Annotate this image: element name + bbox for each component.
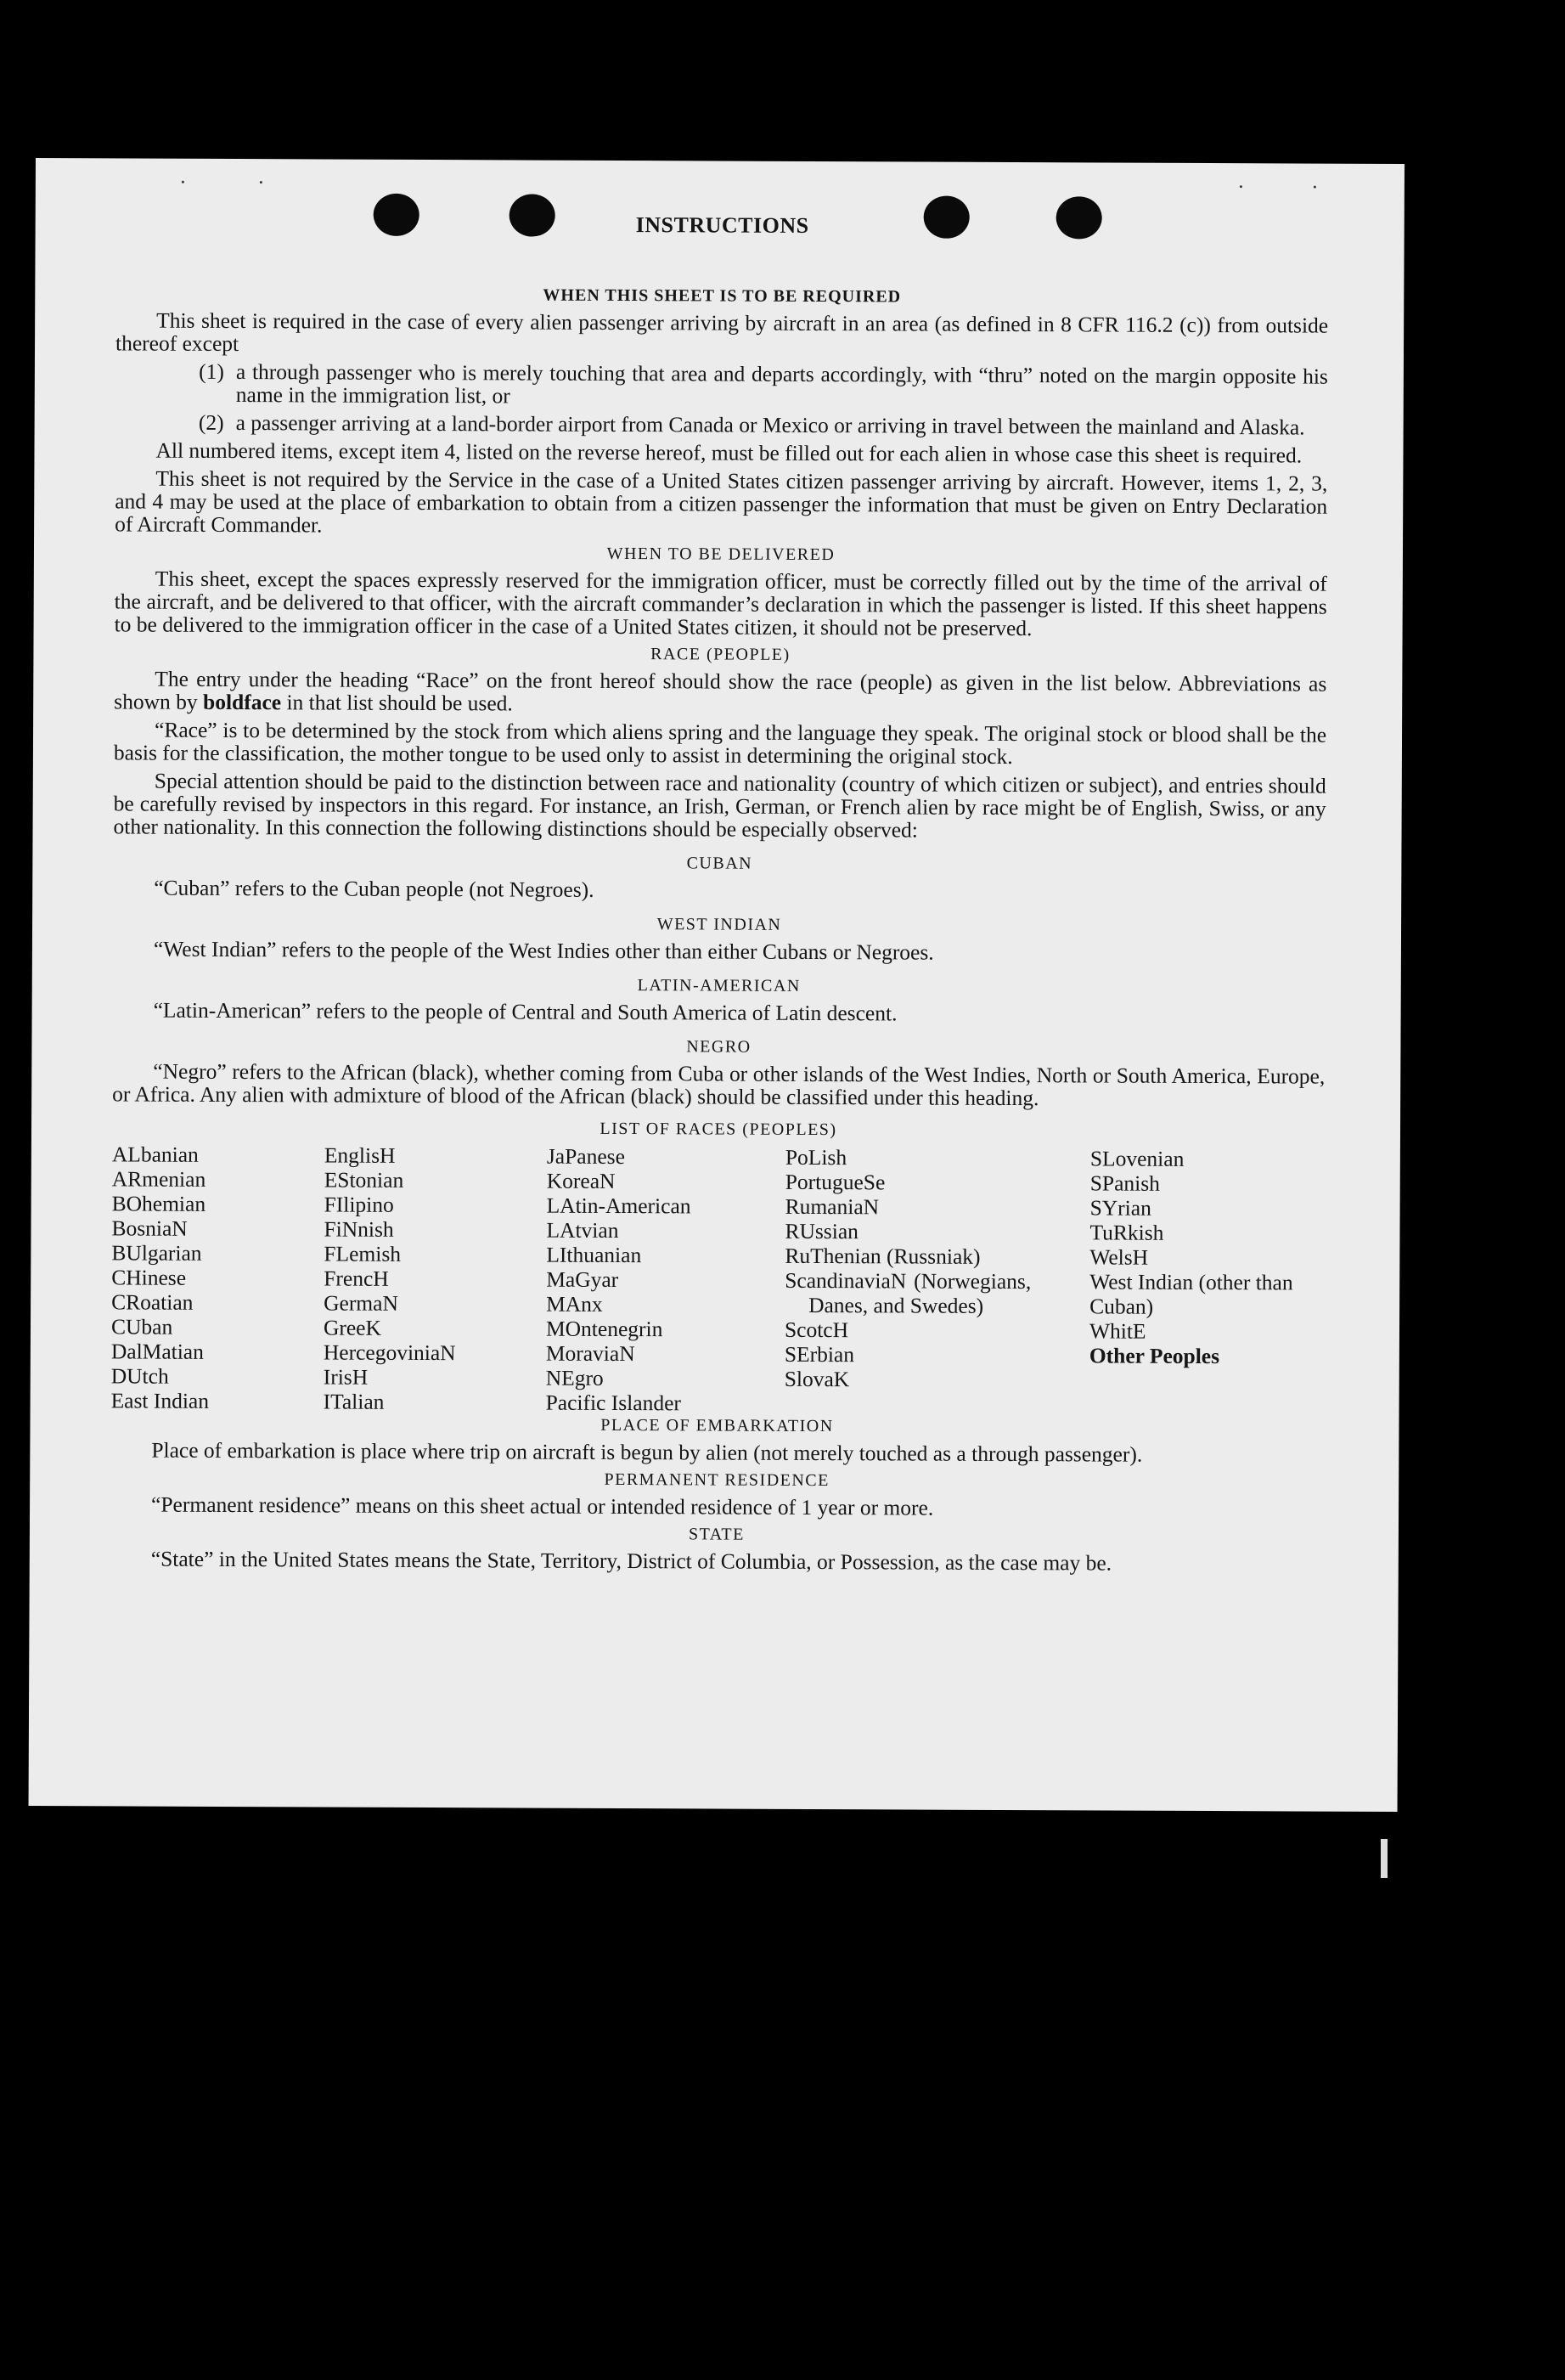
exception-item	[115, 410, 1328, 438]
residence-text: “Permanent residence” means on this sheet actual or intended residence of 1 year or more.	[151, 1492, 934, 1520]
race-entry: GreeK	[323, 1315, 382, 1340]
race-entry: SPanish	[1089, 1170, 1161, 1196]
race-p1-bold: boldface	[202, 689, 282, 715]
race-entry: CRoatian	[111, 1289, 194, 1315]
race-entry: FiNnish	[324, 1216, 394, 1242]
section-heading-negro: NEGRO	[686, 1037, 752, 1057]
race-entry: East Indian	[110, 1388, 210, 1413]
citizen-paragraph: This sheet is not required by the Service in the case of a United States citizen passenger arriving by aircraft. However, items 1, 2, 3, and 4 may be used at the place of embarkation to obtain from a citizen passenger the information that must be given on Entry Declaration of Aircraft Commander.	[115, 465, 1328, 538]
race-entry: IrisH	[323, 1364, 369, 1390]
race-paragraph-1	[114, 667, 1326, 718]
section-heading-west-indian: WEST INDIAN	[656, 915, 782, 934]
race-entry: GermaN	[324, 1290, 398, 1316]
race-entry: EnglisH	[324, 1142, 396, 1168]
exception-item	[115, 359, 1328, 410]
item-number: (2)	[198, 409, 224, 435]
race-entry: BOhemian	[111, 1191, 206, 1216]
section-heading-race: RACE (PEOPLE)	[650, 645, 791, 664]
race-entry: SLovenian	[1089, 1146, 1185, 1171]
race-entry: SYrian	[1089, 1195, 1151, 1221]
race-entry: FIlipino	[324, 1192, 394, 1217]
item-text: a passenger arriving at a land-border airport from Canada or Mexico or arriving in travel between the mainland and Alaska.	[235, 410, 1305, 440]
races-list-heading: LIST OF RACES (PEOPLES)	[600, 1119, 837, 1140]
section-heading-state: STATE	[688, 1525, 745, 1544]
speck	[1314, 186, 1316, 189]
race-entry: ScotcH	[784, 1317, 849, 1343]
embarkation-text: Place of embarkation is place where trip on aircraft is begun by alien (not merely touched as a through passenger).	[151, 1437, 1143, 1467]
section-heading-required: WHEN THIS SHEET IS TO BE REQUIRED	[543, 285, 902, 307]
latin-american-text: “Latin-American” refers to the people of Central and South America of Latin descent.	[153, 997, 898, 1026]
section-heading-latin-american: LATIN-AMERICAN	[637, 976, 801, 995]
race-entry: EStonian	[324, 1167, 404, 1193]
race-entry: HercegoviniaN	[323, 1339, 456, 1366]
race-entry: WelsH	[1089, 1244, 1149, 1270]
race-entry: LAtin-American	[546, 1193, 691, 1219]
race-entry: SlovaK	[784, 1366, 850, 1392]
race-p1-a: The entry under the heading “Race” on the front hereof should show the race (people) as given in the list below. Abbreviations as shown by	[114, 666, 1327, 714]
race-entry: SErbian	[784, 1341, 855, 1368]
speck	[1240, 185, 1242, 188]
state-text: “State” in the United States means the State, Territory, District of Columbia, or Possession, as the case may be.	[150, 1546, 1112, 1576]
race-entry: ITalian	[323, 1389, 385, 1414]
page-title: INSTRUCTIONS	[635, 212, 809, 238]
section-heading-residence: PERMANENT RESIDENCE	[604, 1469, 830, 1491]
item-number: (1)	[199, 358, 224, 384]
document-page	[29, 158, 1405, 1812]
cuban-text: “Cuban” refers to the Cuban people (not Negroes).	[154, 875, 594, 902]
race-entry: DalMatian	[110, 1339, 204, 1364]
race-entry: ALbanian	[111, 1142, 199, 1167]
race-paragraph-3: Special attention should be paid to the distinction between race and nationality (country of which citizen or subject), and entries should be carefully revised by inspectors in this regard. For instance, an Irish, German, or French alien by race might be of English, Swiss, or any other nationality. In this connection the following distinctions should be especially observed:	[113, 768, 1326, 843]
section-heading-delivered: WHEN TO BE DELIVERED	[606, 544, 836, 565]
race-entry: RUssian	[785, 1218, 858, 1244]
race-entry: FLemish	[324, 1241, 402, 1266]
instructions-content	[110, 158, 1329, 1576]
race-entry: MOntenegrin	[545, 1316, 663, 1342]
race-entry: RumaniaN	[785, 1193, 880, 1220]
required-intro: This sheet is required in the case of every alien passenger arriving by aircraft in an area (as defined in 8 CFR 116.2 (c)) from outside thereof except	[115, 307, 1329, 357]
numbered-items-paragraph: All numbered items, except item 4, listed on the reverse hereof, must be filled out for each alien in whose case this sheet is required.	[155, 437, 1303, 468]
race-entry: Pacific Islander	[545, 1390, 681, 1416]
race-entry: BosniaN	[111, 1215, 188, 1241]
race-entry: RuThenian (Russniak)	[785, 1243, 981, 1269]
races-column-1	[111, 1142, 211, 1413]
delivered-paragraph: This sheet, except the spaces expressly reserved for the immigration officer, must be correctly filled out by the time of the arrival of the aircraft, and be delivered to that officer, with the aircraft commander’s declaration in which the passenger is listed. If this sheet happens to be delivered to the immigration officer in the case of a United States citizen, it should not be preserved.	[114, 566, 1327, 641]
race-entry: CUban	[110, 1314, 173, 1339]
race-entry: West Indian (other than Cuban)	[1089, 1269, 1293, 1319]
text-flow	[110, 277, 1329, 1580]
race-entry: CHinese	[111, 1265, 187, 1290]
race-entry: MaGyar	[546, 1266, 619, 1293]
west-indian-text: “West Indian” refers to the people of the West Indies other than either Cubans or Negroes.	[153, 936, 934, 965]
race-entry: JaPanese	[546, 1143, 626, 1170]
race-entry: ScandinaviaN (Norwegians, Danes, and Swedes)	[785, 1267, 1032, 1318]
negro-text: “Negro” refers to the African (black), whether coming from Cuba or other islands of the West Indies, North or South America, Europe, or Africa. Any alien with admixture of blood of the African (black) should be classified under this heading.	[112, 1058, 1326, 1111]
race-paragraph-2: “Race” is to be determined by the stock from which aliens spring and the language they speak. The original stock or blood shall be the basis for the classification, the mother tongue to be used only to assist in determining the original stock.	[113, 717, 1327, 770]
race-entry: LAtvian	[546, 1217, 619, 1244]
section-heading-cuban: CUBAN	[686, 854, 753, 873]
race-entry: DUtch	[110, 1363, 169, 1389]
race-entry: MoraviaN	[545, 1340, 635, 1367]
speck	[182, 181, 184, 183]
race-entry: LIthuanian	[546, 1242, 642, 1268]
races-column-4	[785, 1145, 1032, 1392]
race-entry: TuRkish	[1089, 1220, 1164, 1245]
speck	[260, 181, 262, 183]
races-list	[110, 1142, 1325, 1416]
race-entry: FrencH	[324, 1266, 389, 1291]
race-entry: PoLish	[785, 1144, 847, 1170]
closing-sections	[110, 1412, 1324, 1575]
race-entry: MAnx	[546, 1291, 603, 1317]
race-entry: Other Peoples	[1089, 1343, 1220, 1369]
race-entry: KoreaN	[546, 1168, 616, 1193]
item-text: a through passenger who is merely touching that area and departs accordingly, with “thru” noted on the margin opposite his name in the immigration list, or	[235, 359, 1328, 409]
race-entry: PortugueSe	[785, 1169, 886, 1195]
section-heading-embarkation: PLACE OF EMBARKATION	[600, 1415, 834, 1436]
race-entry: NEgro	[545, 1365, 604, 1390]
races-column-5	[1089, 1146, 1311, 1368]
races-column-3	[546, 1144, 691, 1416]
film-mark	[1381, 1839, 1388, 1878]
race-p1-b: in that list should be used.	[281, 690, 513, 716]
race-entry: BUlgarian	[111, 1240, 202, 1266]
race-entry: WhitE	[1089, 1318, 1146, 1344]
races-column-2	[324, 1142, 457, 1414]
race-entry: ARmenian	[111, 1166, 206, 1192]
